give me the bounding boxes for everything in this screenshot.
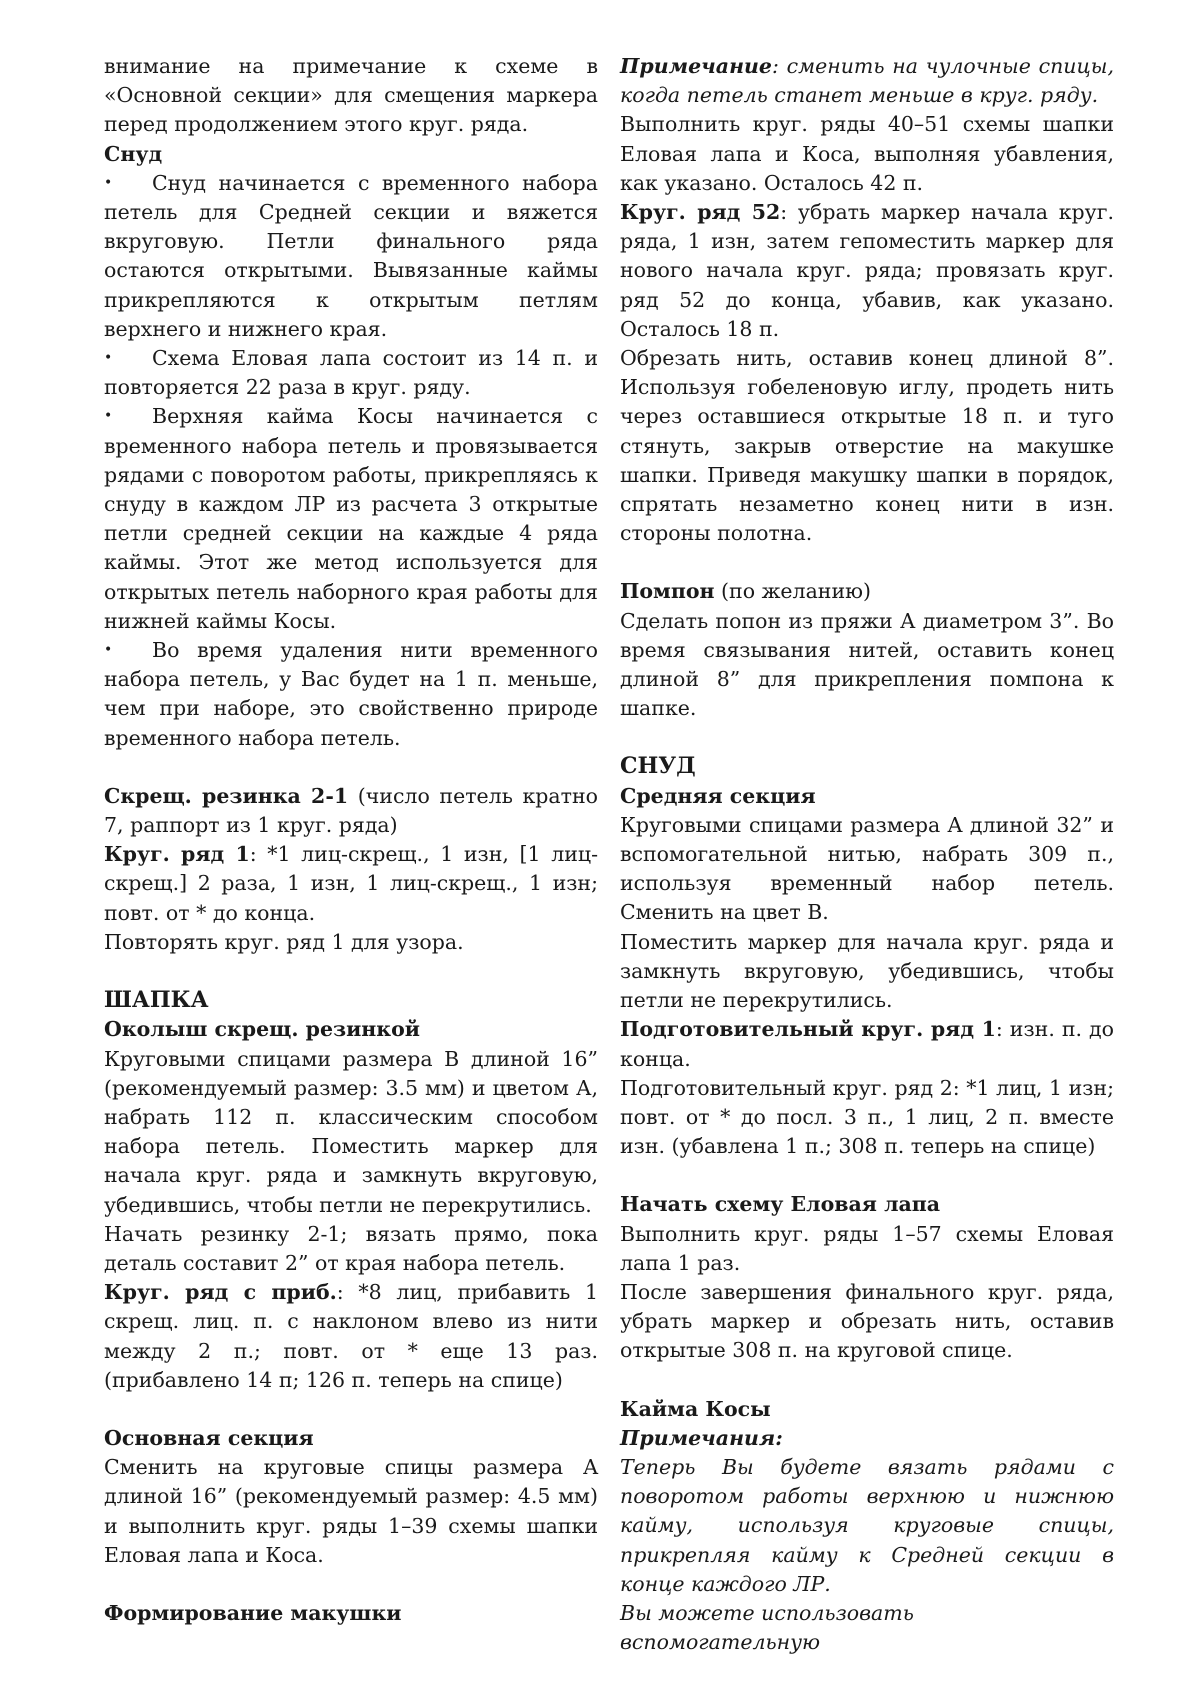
spacer xyxy=(620,1366,1114,1395)
note-paragraph xyxy=(620,52,1114,110)
paragraph: Подготовительный круг. ряд 2: *1 лиц, 1 изн; повт. от * до посл. 3 п., 1 лиц, 2 п. вместе изн. (убавлена 1 п.; 308 п. теперь на спице) xyxy=(620,1075,1114,1159)
notes-heading: Примечания: xyxy=(620,1425,783,1450)
prep-row1-label: Подготовительный круг. ряд 1 xyxy=(620,1017,996,1042)
spacer xyxy=(104,1395,598,1424)
row52-text: : убрать маркер начала круг. ряда, 1 изн, затем гепоместить маркер для нового начала круг. ряда; провязать круг. ряд 52 до конца, убавив, как указано. Осталось 18 п. xyxy=(620,200,1114,341)
prep-row1-text: : изн. п. до конца. xyxy=(620,1017,1114,1071)
spacer xyxy=(104,957,598,986)
row1-paragraph xyxy=(104,840,598,928)
paragraph: Выполнить круг. ряды 40–51 схемы шапки Еловая лапа и Коса, выполняя убавления, как указано. Осталось 42 п. xyxy=(620,112,1114,195)
pompom-heading: Помпон xyxy=(620,579,715,604)
subsection-heading-brim: Околыш скрещ. резинкой xyxy=(104,1017,420,1042)
subsection-heading-spruce: Начать схему Еловая лапа xyxy=(620,1192,941,1217)
paragraph: Выполнить круг. ряды 1–57 схемы Еловая лапа 1 раз. xyxy=(620,1221,1114,1275)
row1-text: : *1 лиц-скрещ., 1 изн, [1 лиц-скрещ.] 2 раза, 1 изн, 1 лиц-скрещ., 1 изн; повт. от * до конца. xyxy=(104,842,598,925)
spacer xyxy=(620,1161,1114,1190)
paragraph: Теперь Вы будете вязать рядами с поворотом работы верхнюю и нижнюю кайму, используя круговые спицы, прикрепляя кайму к Средней секции в конце каждого ЛР. xyxy=(620,1454,1114,1596)
paragraph: Обрезать нить, оставив конец длиной 8”. Используя гобеленовую иглу, продеть нить через оставшиеся открытые 18 п. и туго стянуть, закрыв отверстие на макушке шапки. Приведя макушку шапки в порядок, спрятать незаметно конец нити в изн. стороны полотна. xyxy=(620,346,1114,546)
subsection-heading-main: Основная секция xyxy=(104,1425,314,1450)
note-text: : сменить на чулочные спицы, когда петель станет меньше в круг. ряду. xyxy=(620,54,1114,108)
subsection-heading-braid: Кайма Косы xyxy=(620,1396,771,1421)
spacer xyxy=(620,723,1114,752)
bullet-item: • Снуд начинается с временного набора петель для Средней секции и вяжется вкруговую. Петли финального ряда остаются открытыми. Вывязанные каймы прикрепляются к открытым петлям верхнего и нижнего края. xyxy=(104,169,598,344)
paragraph: Сделать попон из пряжи А диаметром 3”. Во время связывания нитей, оставить конец длиной 8” для прикрепления помпона к шапке. xyxy=(620,608,1114,721)
paragraph: внимание на примечание к схеме в «Основной секции» для смещения маркера перед продолжением этого круг. ряда. xyxy=(104,54,598,137)
subsection-heading-middle: Средняя секция xyxy=(620,783,816,808)
spacer xyxy=(104,753,598,782)
subsection-heading-crown: Формирование макушки xyxy=(104,1600,402,1625)
increase-row-label: Круг. ряд с приб. xyxy=(104,1280,337,1305)
paragraph: Начать резинку 2-1; вязать прямо, пока деталь составит 2” от края набора петель. xyxy=(104,1221,598,1275)
section-heading-snud-caps: СНУД xyxy=(620,753,696,780)
rib-pattern-title: Скрещ. резинка 2-1 xyxy=(104,783,349,808)
pompom-optional: (по желанию) xyxy=(714,579,871,604)
pompom-heading-line xyxy=(620,577,1114,606)
row1-label: Круг. ряд 1 xyxy=(104,842,250,867)
spacer xyxy=(104,1570,598,1599)
rib-pattern-desc: (число петель кратно 7, раппорт из 1 круг. ряда) xyxy=(104,783,598,838)
bullet-item: • Во время удаления нити временного набора петель, у Вас будет на 1 п. меньше, чем при наборе, это свойственно природе временного набора петель. xyxy=(104,636,598,753)
bullet-item: • Верхняя кайма Косы начинается с временного набора петель и провязывается рядами с поворотом работы, прикрепляясь к снуду в каждом ЛР из расчета 3 открытые петли средней секции на каждые 4 ряда каймы. Этот же метод используется для открытых петель наборного края работы для нижней каймы Косы. xyxy=(104,402,598,636)
paragraph: Сменить на круговые спицы размера A длиной 16” (рекомендуемый размер: 4.5 мм) и выполнить круг. ряды 1–39 схемы шапки Еловая лапа и Коса. xyxy=(104,1455,598,1567)
note-label: Примечание xyxy=(620,54,772,78)
rib-pattern-paragraph xyxy=(104,782,598,840)
spacer xyxy=(620,548,1114,577)
paragraph: Повторять круг. ряд 1 для узора. xyxy=(104,929,464,954)
increase-row-text: : *8 лиц, прибавить 1 скрещ. лиц. п. с наклоном влево из нити между 2 п.; повт. от * еще 13 раз. (прибавлено 14 п; 126 п. теперь на спице) xyxy=(104,1280,598,1392)
paragraph: Круговыми спицами размера A длиной 32” и вспомогательной нитью, набрать 309 п., используя временный набор петель. Сменить на цвет B. xyxy=(620,812,1114,925)
paragraph: Вы можете использовать вспомогательную xyxy=(620,1600,914,1655)
right-column xyxy=(620,52,1114,1657)
bullet-item: • Схема Еловая лапа состоит из 14 п. и повторяется 22 раза в круг. ряду. xyxy=(104,344,598,402)
paragraph: Круговыми спицами размера B длиной 16” (рекомендуемый размер: 3.5 мм) и цветом А, набрать 112 п. классическим способом набора петель. Поместить маркер для начала круг. ряда и замкнуть вкруговую, убедившись, чтобы петли не перекрутились. xyxy=(104,1046,598,1217)
section-heading-hat: ШАПКА xyxy=(104,987,209,1014)
left-column xyxy=(104,52,598,1628)
row52-label: Круг. ряд 52 xyxy=(620,200,781,225)
section-heading-snud: Снуд xyxy=(104,141,163,166)
paragraph: После завершения финального круг. ряда, убрать маркер и обрезать нить, оставив открытые 308 п. на круговой спице. xyxy=(620,1279,1114,1363)
paragraph: Поместить маркер для начала круг. ряда и замкнуть вкруговую, убедившись, чтобы петли не перекрутились. xyxy=(620,929,1114,1013)
prep-row1-paragraph xyxy=(620,1015,1114,1073)
row52-paragraph xyxy=(620,198,1114,344)
increase-row-paragraph xyxy=(104,1278,598,1395)
